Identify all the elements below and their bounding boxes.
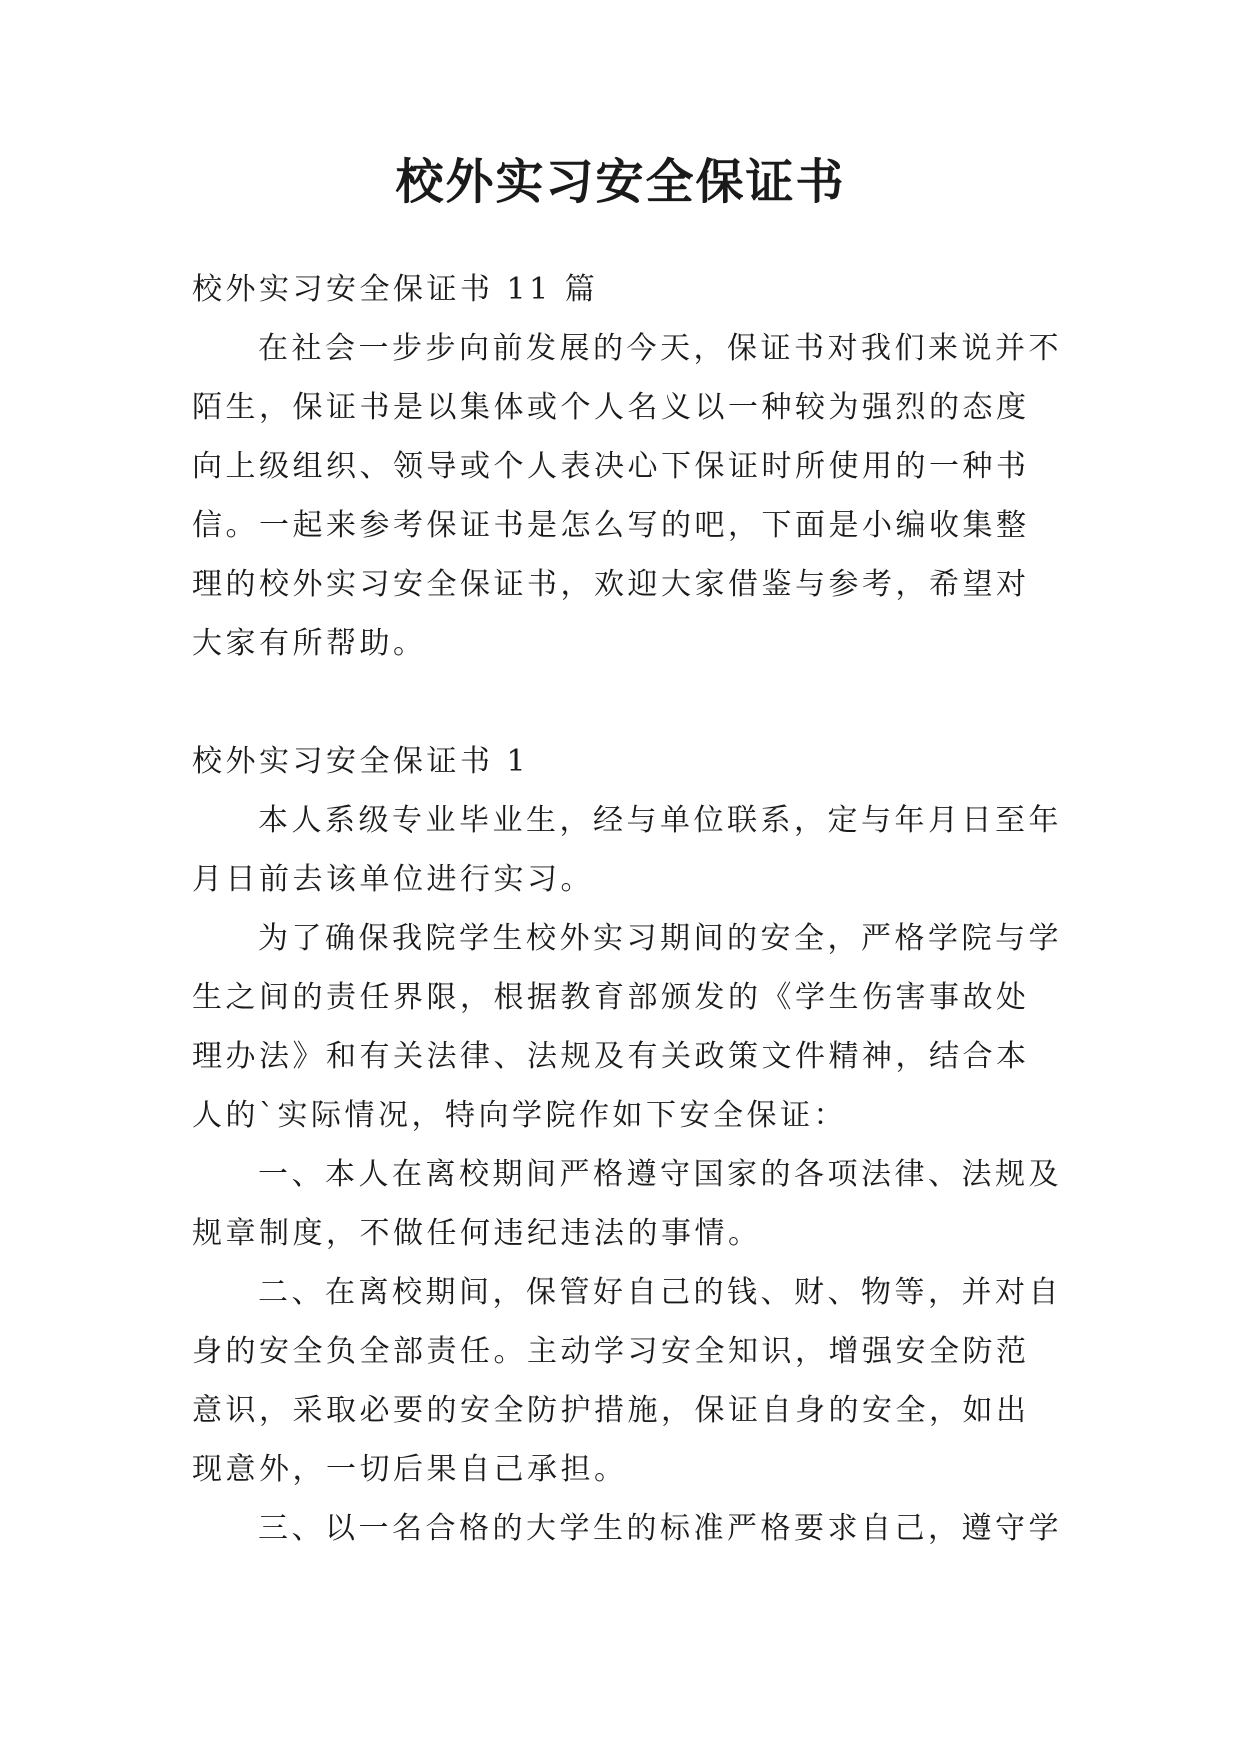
- section-heading-1: 校外实习安全保证书 1: [192, 744, 530, 779]
- section-heading-main: 校外实习安全保证书 11 篇: [192, 272, 599, 307]
- body-paragraph: 三、以一名合格的大学生的标准严格要求自己，遵守学: [258, 1511, 1062, 1546]
- body-paragraph: 本人系级专业毕业生，经与单位联系，定与年月日至年月日前去该单位进行实习。: [192, 803, 1062, 897]
- document-title: 校外实习安全保证书: [395, 154, 846, 210]
- body-paragraph: 二、在离校期间，保管好自己的钱、财、物等，并对自身的安全负全部责任。主动学习安全知识，增强安全防范意识，采取必要的安全防护措施，保证自身的安全，如出现意外，一切后果自己承担。: [192, 1275, 1062, 1487]
- body-paragraph: 一、本人在离校期间严格遵守国家的各项法律、法规及规章制度，不做任何违纪违法的事情。: [192, 1157, 1062, 1251]
- intro-paragraph: 在社会一步步向前发展的今天，保证书对我们来说并不陌生，保证书是以集体或个人名义以一种较为强烈的态度向上级组织、领导或个人表决心下保证时所使用的一种书信。一起来参考保证书是怎么写的吧，下面是小编收集整理的校外实习安全保证书，欢迎大家借鉴与参考，希望对大家有所帮助。: [192, 331, 1062, 661]
- document-body: [192, 260, 1062, 1558]
- section-gap: [192, 673, 1062, 732]
- body-paragraph: 为了确保我院学生校外实习期间的安全，严格学院与学生之间的责任界限，根据教育部颁发的《学生伤害事故处理办法》和有关法律、法规及有关政策文件精神，结合本人的`实际情况，特向学院作如下安全保证：: [192, 921, 1062, 1133]
